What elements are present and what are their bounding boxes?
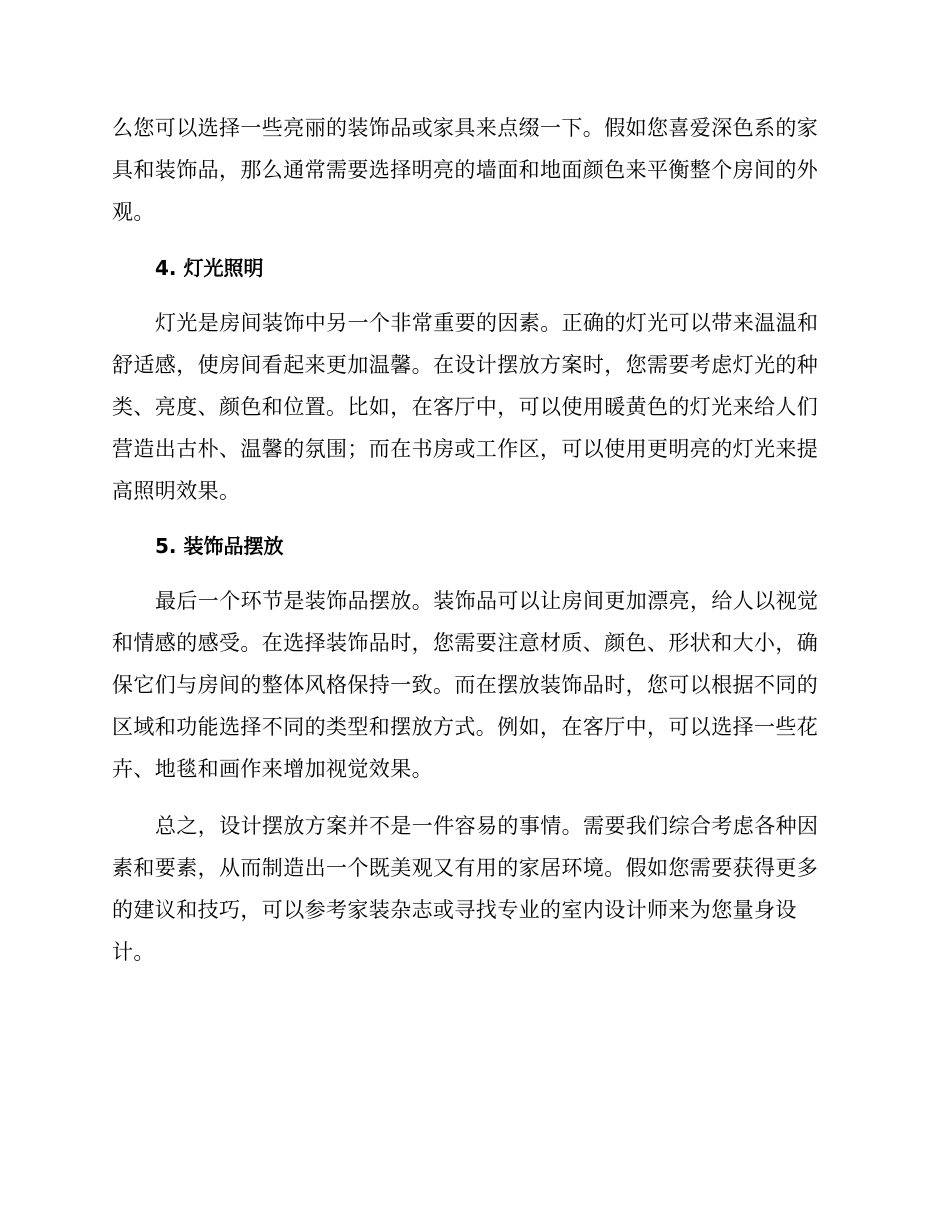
paragraph-line: 么您可以选择一些亮丽的装饰品或家具来点缀一下。假如您喜爱深色系的家 xyxy=(112,116,819,140)
section-heading-lighting: 4. 灯光照明 xyxy=(155,256,264,280)
paragraph-line: 具和装饰品，那么通常需要选择明亮的墙面和地面颜色来平衡整个房间的外 xyxy=(112,158,819,182)
paragraph-line: 素和要素，从而制造出一个既美观又有用的家居环境。假如您需要获得更多 xyxy=(112,856,819,880)
paragraph-line: 类、亮度、颜色和位置。比如，在客厅中，可以使用暖黄色的灯光来给人们 xyxy=(112,395,819,419)
paragraph-line: 观。 xyxy=(112,200,155,224)
paragraph-line: 舒适感，使房间看起来更加温馨。在设计摆放方案时，您需要考虑灯光的种 xyxy=(112,353,819,377)
paragraph-line: 区域和功能选择不同的类型和摆放方式。例如，在客厅中，可以选择一些花 xyxy=(112,715,819,739)
paragraph-line: 计。 xyxy=(112,940,155,964)
paragraph-line: 和情感的感受。在选择装饰品时，您需要注意材质、颜色、形状和大小，确 xyxy=(112,631,819,655)
paragraph-line: 营造出古朴、温馨的氛围；而在书房或工作区，可以使用更明亮的灯光来提 xyxy=(112,437,819,461)
paragraph-line: 总之，设计摆放方案并不是一件容易的事情。需要我们综合考虑各种因 xyxy=(155,814,819,838)
section-heading-decor: 5. 装饰品摆放 xyxy=(155,534,284,558)
paragraph-line: 保它们与房间的整体风格保持一致。而在摆放装饰品时，您可以根据不同的 xyxy=(112,673,819,697)
paragraph-line: 高照明效果。 xyxy=(112,479,241,503)
paragraph-line: 最后一个环节是装饰品摆放。装饰品可以让房间更加漂亮，给人以视觉 xyxy=(155,589,819,613)
paragraph-line: 灯光是房间装饰中另一个非常重要的因素。正确的灯光可以带来温温和 xyxy=(155,311,819,335)
paragraph-line: 的建议和技巧，可以参考家装杂志或寻找专业的室内设计师来为您量身设 xyxy=(112,898,797,922)
paragraph-line: 卉、地毯和画作来增加视觉效果。 xyxy=(112,757,433,781)
